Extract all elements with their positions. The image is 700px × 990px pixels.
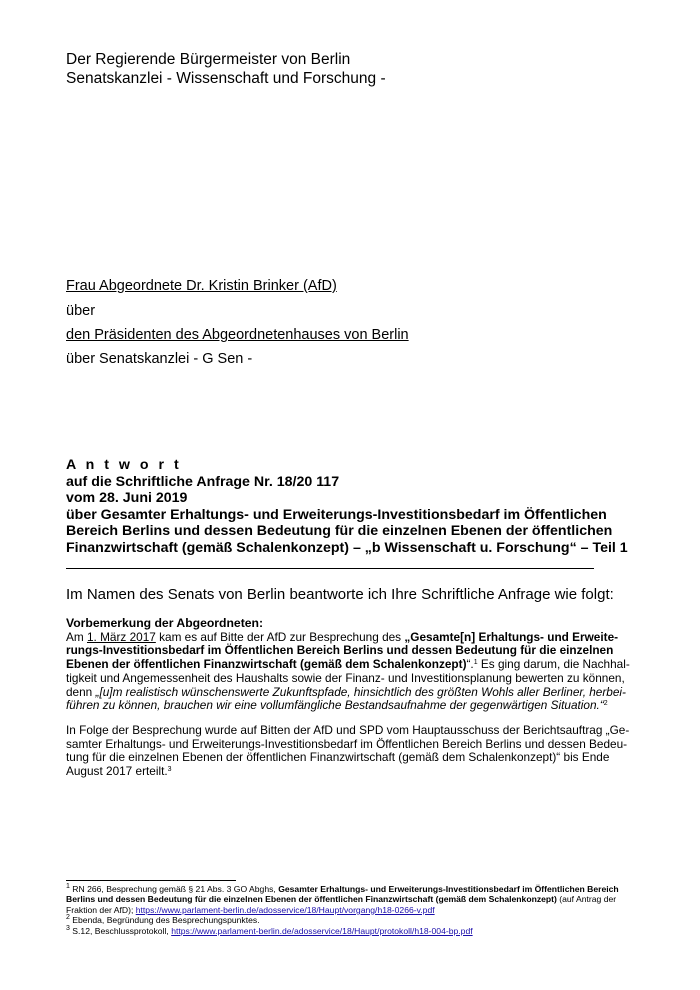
heading-line-5: Bereich Berlins und dessen Bedeutung für die einzelnen Ebenen der öffentlichen [66, 523, 613, 540]
heading-line-2: auf die Schriftliche Anfrage Nr. 18/20 117 [66, 473, 340, 490]
preface-section [66, 617, 636, 713]
topic-title: „Gesamte[n] Erhaltungs- und Erweite-rungs-Investitionsbedarf im Öffentlichen Bereich Berlins und dessen Bedeutung für die einzelnen Ebenen der öffentlichen Finanzwirtschaft (gemäß dem Schalenkonzept) [66, 629, 619, 672]
heading-line-4: über Gesamter Erhaltungs- und Erweiterungs-Investitionsbedarf im Öffentlichen [66, 506, 607, 523]
sender-line-1: Der Regierende Bürgermeister von Berlin [66, 51, 351, 68]
preface-paragraph-1: Am 1. März 2017 kam es auf Bitte der AfD zur Besprechung des „Gesamte[n] Erhaltungs- und Erweite-rungs-Investitionsbedarf im Öffentlichen Bereich Berlins und dessen Bedeutung für die einzelnen Ebenen der öffentlichen Finanzwirtschaft (gemäß dem Schalenkonzept)“.$^1$ Es ging darum, die Nachhal-tigkeit und Angemessenheit des Haushalts sowie der Finanz- und Investitionsplanung bewerten zu können, denn „[u]m realistisch wünschenswerte Zukunftspfade, hinsichtlich des größten Wohls aller Berliner, herbei-führen zu können, brauchen wir eine vollumfängliche Bestandsaufnahme der gegenwärtigen Situation.“$^2$ [66, 629, 630, 713]
footnote-ref-2[interactable]: 2 [603, 700, 608, 708]
sender-line-2: Senatskanzlei - Wissenschaft und Forschung - [66, 70, 386, 87]
via-line-2: über Senatskanzlei - G Sen - [66, 351, 253, 367]
date-reference: 1. März 2017 [86, 629, 156, 644]
footnote-1: $^1$ RN 266, Besprechung gemäß § 21 Abs. 3 GO Abghs, Gesamter Erhaltungs- und Erweiterungs-Investitionsbedarf im Öffentlichen Bereich Berlins und dessen Bedeutung für die einzelnen Ebenen der öffentlichen Finanzwirtschaft (gemäß dem Schalenkonzept) (auf Antrag der Fraktion der AfD); https://www.parlament-berlin.de/adosservice/18/Haupt/vorgang/h18-0266-v.pdf [66, 883, 619, 915]
quote: „[u]m realistisch wünschenswerte Zukunftspfade, hinsichtlich des größten Wohls aller Berliner, herbei-führen zu können, brauchen wir eine vollumfängliche Bestandsaufnahme der gegenwärtigen Situation.“ [66, 684, 626, 713]
heading-divider [66, 568, 594, 569]
president-line: den Präsidenten des Abgeordnetenhauses von Berlin [66, 327, 409, 343]
footnote-3-link[interactable]: https://www.parlament-berlin.de/adosservice/18/Haupt/protokoll/h18-004-bp.pdf [171, 925, 473, 936]
footnote-1-link[interactable]: https://www.parlament-berlin.de/adosservice/18/Haupt/vorgang/h18-0266-v.pdf [135, 904, 435, 915]
footnote-2: $^2$ Ebenda, Begründung des Besprechungspunktes. [66, 914, 260, 926]
footnotes [66, 884, 636, 936]
sender-block [66, 50, 386, 88]
footnote-divider [66, 880, 236, 881]
recipient-name: Frau Abgeordnete Dr. Kristin Brinker (AfD) [66, 278, 337, 294]
antwort-label: A n t w o r t [66, 457, 182, 473]
footnote-ref-1[interactable]: 1 [473, 659, 478, 667]
preface-heading: Vorbemerkung der Abgeordneten: [66, 616, 264, 630]
via-line-1: über [66, 303, 96, 319]
footnote-ref-3[interactable]: 3 [167, 766, 172, 774]
footnote-3: $^3$ S.12, Beschlussprotokoll, https://www.parlament-berlin.de/adosservice/18/Haupt/protokoll/h18-004-bp.pdf [66, 924, 473, 936]
preface-paragraph-2: In Folge der Besprechung wurde auf Bitten der AfD und SPD vom Hauptausschuss der Berichtsauftrag „Ge-samter Erhaltungs- und Erweiterungs-Investitionsbedarf im Öffentlichen Bereich Berlins und dessen Bedeu-tung für die einzelnen Ebenen der öffentlichen Finanzwirtschaft (gemäß dem Schalenkonzept)“ bis Ende August 2017 erteilt.$^3$ [66, 723, 630, 779]
answer-heading [66, 457, 666, 557]
heading-line-6: Finanzwirtschaft (gemäß Schalenkonzept) – „b Wissenschaft u. Forschung“ – Teil 1 [66, 539, 628, 556]
intro-sentence: Im Namen des Senats von Berlin beantworte ich Ihre Schriftliche Anfrage wie folgt: [66, 586, 614, 603]
heading-line-3: vom 28. Juni 2019 [66, 490, 188, 507]
